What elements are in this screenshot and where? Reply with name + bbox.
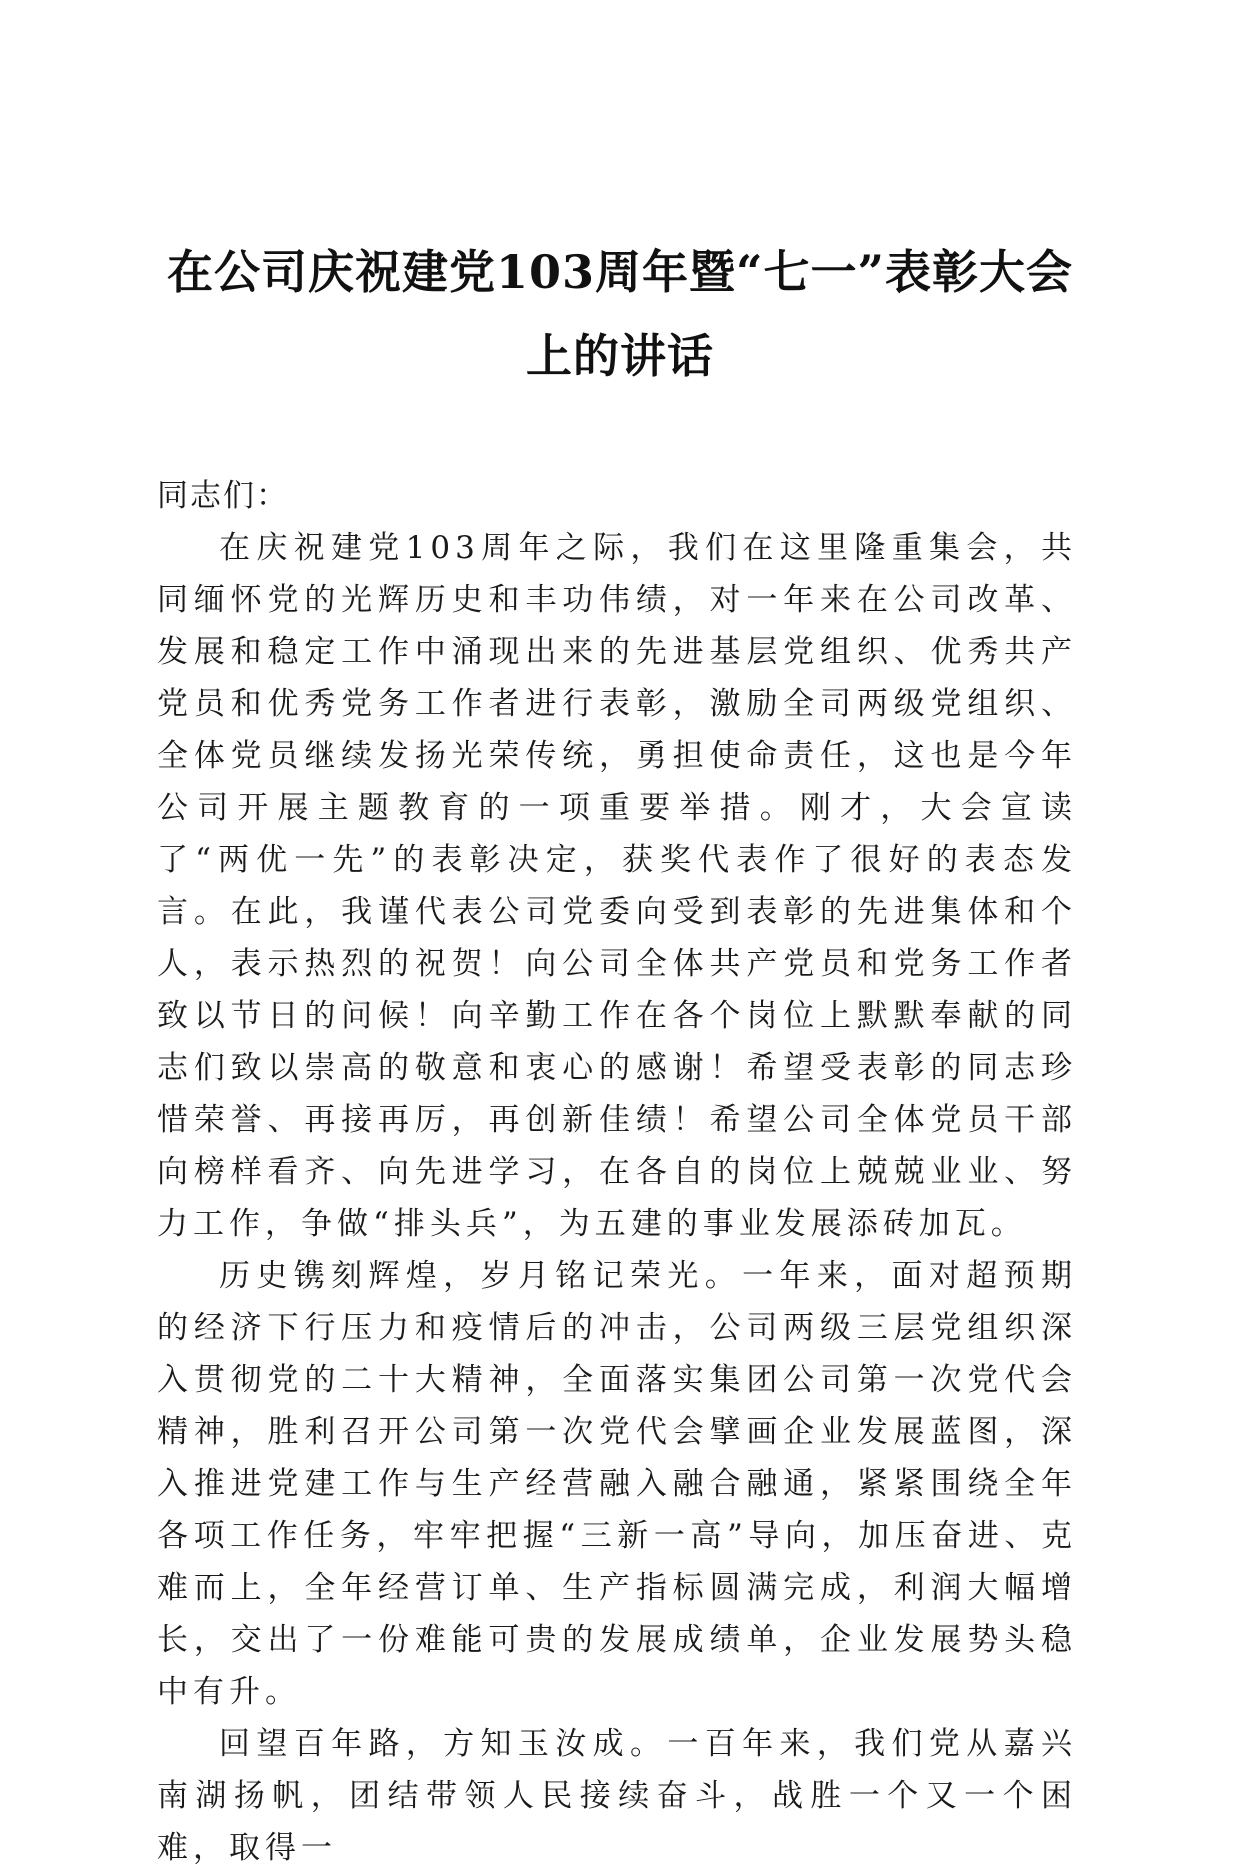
paragraph-3: 回望百年路，方知玉汝成。一百年来，我们党从嘉兴南湖扬帆，团结带领人民接续奋斗，战胜一个又一个困难，取得一 bbox=[157, 1726, 1077, 1866]
title-line-2: 上的讲话 bbox=[526, 329, 714, 383]
document-title bbox=[140, 230, 1100, 398]
salutation: 同志们： bbox=[157, 478, 289, 514]
title-line-1: 在公司庆祝建党103周年暨“七一”表彰大会 bbox=[167, 245, 1073, 299]
document-body bbox=[157, 470, 1077, 1874]
paragraph-2: 历史镌刻辉煌，岁月铭记荣光。一年来，面对超预期的经济下行压力和疫情后的冲击，公司两级三层党组织深入贯彻党的二十大精神，全面落实集团公司第一次党代会精神，胜利召开公司第一次党代会擘画企业发展蓝图，深入推进党建工作与生产经营融入融合融通，紧紧围绕全年各项工作任务，牢牢把握“三新一高”导向，加压奋进、克难而上，全年经营订单、生产指标圆满完成，利润大幅增长，交出了一份难能可贵的发展成绩单，企业发展势头稳中有升。 bbox=[157, 1258, 1077, 1710]
paragraph-1: 在庆祝建党103周年之际，我们在这里隆重集会，共同缅怀党的光辉历史和丰功伟绩，对一年来在公司改革、发展和稳定工作中涌现出来的先进基层党组织、优秀共产党员和优秀党务工作者进行表彰，激励全司两级党组织、全体党员继续发扬光荣传统，勇担使命责任，这也是今年公司开展主题教育的一项重要举措。刚才，大会宣读了“两优一先”的表彰决定，获奖代表作了很好的表态发言。在此，我谨代表公司党委向受到表彰的先进集体和个人，表示热烈的祝贺！向公司全体共产党员和党务工作者致以节日的问候！向辛勤工作在各个岗位上默默奉献的同志们致以崇高的敬意和衷心的感谢！希望受表彰的同志珍惜荣誉、再接再厉，再创新佳绩！希望公司全体党员干部向榜样看齐、向先进学习，在各自的岗位上兢兢业业、努力工作，争做“排头兵”，为五建的事业发展添砖加瓦。 bbox=[157, 530, 1077, 1242]
